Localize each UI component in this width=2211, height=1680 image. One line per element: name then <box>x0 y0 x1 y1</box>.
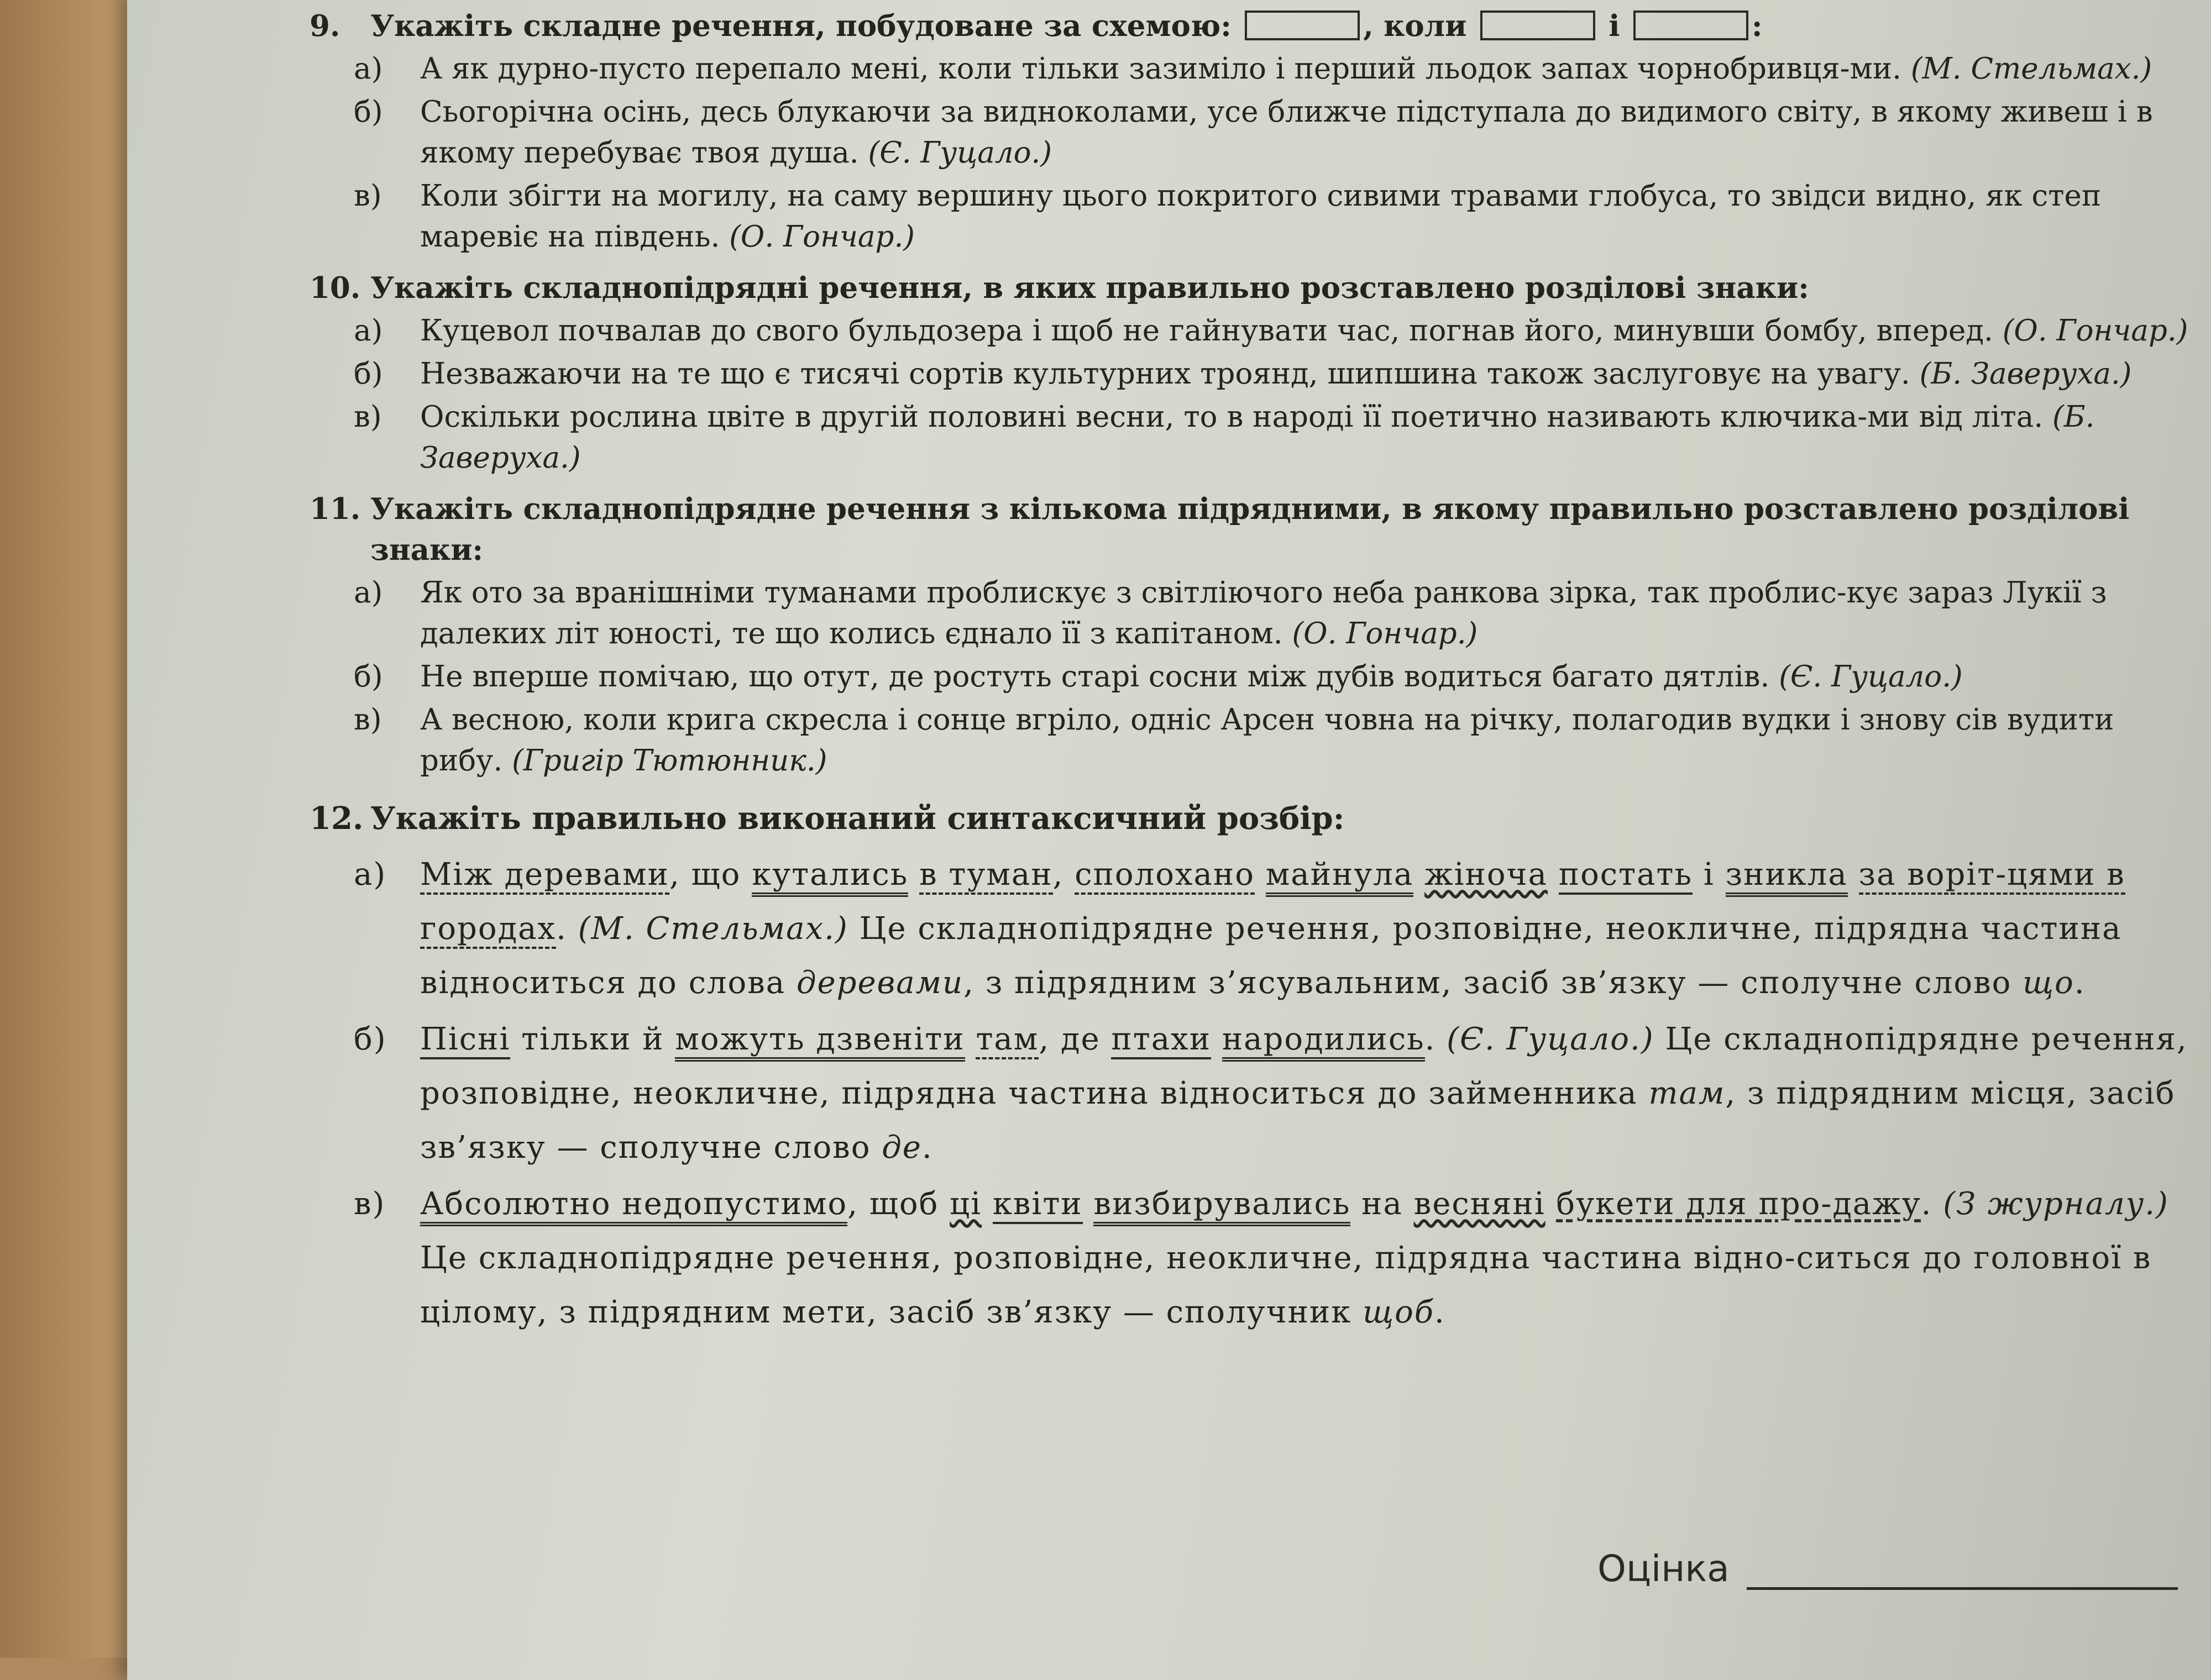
question-10-heading <box>310 267 2189 308</box>
option-letter: б) <box>354 357 383 391</box>
question-text: Укажіть складнопідрядні речення, в яких правильно розставлено розділові знаки: <box>370 271 1809 305</box>
parsed-word: букети для про-дажу <box>1556 1186 1921 1222</box>
option-author: (Є. Гуцало.) <box>1447 1021 1654 1057</box>
plain-word: , де <box>1039 1021 1101 1057</box>
option-b[interactable] <box>310 657 2189 697</box>
plain-word: , що <box>669 857 741 893</box>
option-a[interactable] <box>310 311 2189 351</box>
parsed-word: Між деревами <box>420 857 669 895</box>
table-surface <box>0 0 144 1658</box>
plain-word: на <box>1361 1186 1403 1222</box>
analysis-text: . <box>1434 1294 1445 1330</box>
option-text: Куцевол почвалав до свого бульдозера і щоб не гайнувати час, погнав його, минувши бомбу, вперед. <box>420 314 1993 348</box>
emphasis-word: там <box>1648 1075 1726 1111</box>
option-author: (Б. Заверуха.) <box>420 400 2095 475</box>
emphasis-word: щоб <box>1363 1294 1435 1330</box>
parsed-word: постать <box>1559 857 1693 895</box>
question-9-heading <box>310 6 2189 46</box>
plain-word: . <box>1921 1186 1932 1222</box>
parsed-word: сполохано <box>1075 857 1255 895</box>
grade-label: Оцінка <box>1597 1547 1730 1590</box>
parsed-word: жіноча <box>1424 857 1548 893</box>
analysis-text: , з підрядним місця, засіб зв’язку — сполучне слово <box>420 1075 2176 1166</box>
scheme-box-main <box>1245 11 1360 40</box>
option-letter: а) <box>354 576 383 610</box>
option-text: Незважаючи на те що є тисячі сортів культурних троянд, шипшина також заслуговує на увагу. <box>420 357 1910 391</box>
analysis-text: Це складнопідрядне речення, розповідне, неокличне, підрядна частина відно-ситься до головної в цілому, з підрядним мети, засіб зв’язку — сполучник <box>420 1240 2152 1330</box>
option-b[interactable] <box>310 354 2189 395</box>
scheme-and-text: і <box>1609 9 1620 43</box>
parsed-word: в туман <box>919 857 1053 895</box>
scheme-end-text: : <box>1751 9 1763 43</box>
plain-word: і <box>1703 857 1715 893</box>
question-12-heading <box>310 791 2189 846</box>
option-c[interactable] <box>310 700 2189 781</box>
question-number: 9. <box>310 9 340 43</box>
question-text: Укажіть правильно виконаний синтаксичний розбір: <box>370 800 1345 837</box>
scheme-box-sub-2 <box>1633 11 1748 40</box>
grade-line[interactable] <box>1747 1587 2178 1590</box>
option-c[interactable] <box>310 397 2189 479</box>
option-author: (Є. Гуцало.) <box>1779 660 1963 694</box>
option-author: (О. Гончар.) <box>729 220 915 254</box>
parsed-word: весняні <box>1413 1186 1545 1222</box>
parsed-word: там <box>976 1021 1039 1059</box>
analysis-text: . <box>921 1130 933 1166</box>
option-letter: б) <box>354 1021 387 1057</box>
question-number: 10. <box>310 271 361 305</box>
parsed-word: Абсолютно недопустимо <box>420 1186 847 1226</box>
question-number: 12. <box>310 800 364 837</box>
option-author: (О. Гончар.) <box>2002 314 2188 348</box>
option-author: (М. Стельмах.) <box>1910 52 2152 86</box>
plain-word: , щоб <box>847 1186 939 1222</box>
question-12 <box>310 791 2189 1340</box>
parsed-word: квіти <box>993 1186 1083 1224</box>
option-c[interactable] <box>310 176 2189 258</box>
option-author: (О. Гончар.) <box>1292 617 1478 650</box>
option-letter: в) <box>354 179 382 213</box>
question-11 <box>310 489 2189 781</box>
option-letter: а) <box>354 314 383 348</box>
option-letter: б) <box>354 660 383 694</box>
option-letter: б) <box>354 95 383 129</box>
emphasis-word: де <box>882 1130 922 1166</box>
option-text: Коли збігти на могилу, на саму вершину цього покритого сивими травами глобуса, то звідси видно, як степ маревіє на південь. <box>420 179 2102 254</box>
parsed-word: кутались <box>752 857 908 897</box>
option-a[interactable] <box>310 573 2189 654</box>
scheme-box-sub-1 <box>1480 11 1595 40</box>
option-a[interactable] <box>310 848 2189 1010</box>
emphasis-word: що <box>2023 965 2074 1001</box>
option-author: (Є. Гуцало.) <box>868 136 1052 170</box>
option-c[interactable] <box>310 1177 2189 1340</box>
option-author: (М. Стельмах.) <box>578 911 848 947</box>
option-text: А як дурно-пусто перепало мені, коли тільки зазиміло і перший льодок запах чорнобривця-ми. <box>420 52 1901 86</box>
worksheet-content <box>310 0 2189 1350</box>
option-text: А весною, коли крига скресла і сонце вгріло, одніс Арсен човна на річку, полагодив вудки і знову сів вудити рибу. <box>420 703 2114 778</box>
option-letter: в) <box>354 400 382 434</box>
question-number: 11. <box>310 492 361 526</box>
option-text: Сьогорічна осінь, десь блукаючи за видноколами, усе ближче підступала до видимого світу, в якому живеш і в якому перебуває твоя душа. <box>420 95 2153 170</box>
question-text: Укажіть складнопідрядне речення з кількома підрядними, в якому правильно розставлено розділові знаки: <box>370 492 2130 567</box>
question-9 <box>310 6 2189 258</box>
parsed-word: ці <box>950 1186 982 1222</box>
option-author: (Б. Заверуха.) <box>1919 357 2132 391</box>
option-letter: а) <box>354 52 383 86</box>
option-author: (З журналу.) <box>1943 1186 2169 1222</box>
option-letter: в) <box>354 1186 386 1222</box>
parsed-word: зникла <box>1726 857 1848 897</box>
option-text: Оскільки рослина цвіте в другій половині весни, то в народі її поетично називають ключика-ми від літа. <box>420 400 2044 434</box>
option-letter: в) <box>354 703 382 737</box>
plain-word: , <box>1052 857 1064 893</box>
parsed-word: Пісні <box>420 1021 510 1059</box>
question-text: Укажіть складне речення, побудоване за схемою: <box>370 9 1232 43</box>
option-letter: а) <box>354 857 387 893</box>
plain-word: . <box>556 911 567 947</box>
question-11-heading <box>310 489 2189 570</box>
analysis-text: Це складнопідрядне речення, розповідне, неокличне, підрядна частина відноситься до займенника <box>420 1021 2188 1111</box>
analysis-text: Це складнопідрядне речення, розповідне, неокличне, підрядна частина відноситься до слова <box>420 911 2122 1001</box>
parsed-word: визбирувались <box>1093 1186 1350 1226</box>
option-author: (Григір Тютюнник.) <box>512 744 827 778</box>
parsed-word: за воріт-цями в городах <box>420 857 2125 949</box>
parsed-word: майнула <box>1266 857 1414 897</box>
scheme-connector-text: , коли <box>1363 9 1467 43</box>
parsed-word: птахи <box>1111 1021 1211 1059</box>
parsed-word: народились <box>1222 1021 1425 1062</box>
analysis-text: , з підрядним з’ясувальним, засіб зв’язку — сполучне слово <box>963 965 2012 1001</box>
option-b[interactable] <box>310 1012 2189 1175</box>
plain-word: . <box>1424 1021 1436 1057</box>
emphasis-word: деревами <box>796 965 964 1001</box>
question-10 <box>310 267 2189 479</box>
option-a[interactable] <box>310 49 2189 90</box>
plain-word: тільки й <box>521 1021 664 1057</box>
option-text: Не вперше помічаю, що отут, де ростуть старі сосни між дубів водиться багато дятлів. <box>420 660 1770 694</box>
analysis-text: . <box>2074 965 2086 1001</box>
option-text: Як ото за вранішніми туманами проблискує з світліючого неба ранкова зірка, так проблис-кує зараз Лукії з далеких літ юності, те що колись єднало її з капітаном. <box>420 576 2107 650</box>
option-b[interactable] <box>310 92 2189 174</box>
parsed-word: можуть дзвеніти <box>675 1021 965 1062</box>
